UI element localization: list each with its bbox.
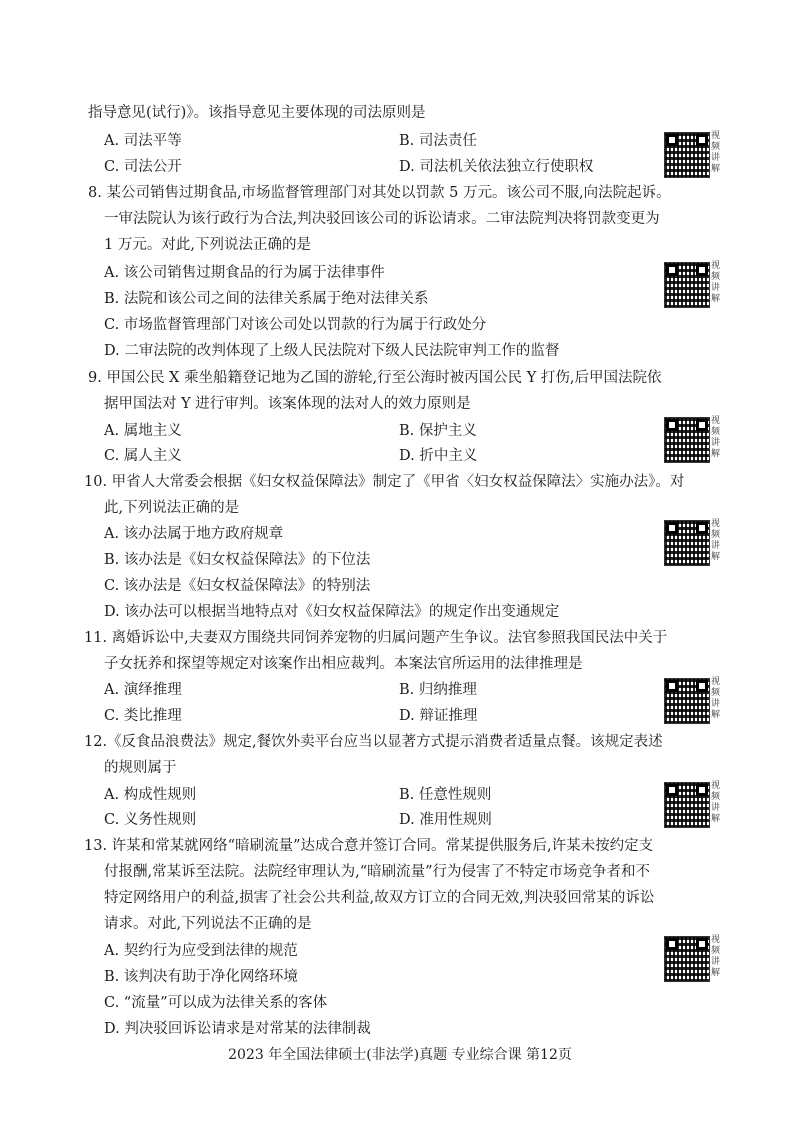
q7-option-b: B. 司法责任 xyxy=(399,133,477,149)
q9-stem-line-1: 9. 甲国公民 X 乘坐船籍登记地为乙国的游轮,行至公海时被丙国公民 Y 打伤,后甲国法院依 xyxy=(88,370,662,386)
q13-video-label: 视频讲解 xyxy=(711,935,721,978)
q11-stem-line-2: 子女抚养和探望等规定对该案作出相应裁判。本案法官所运用的法律推理是 xyxy=(104,656,583,672)
q10-option-c: C. 该办法是《妇女权益保障法》的特别法 xyxy=(104,578,371,594)
q9-option-d: D. 折中主义 xyxy=(399,448,478,464)
q7-stem-continuation: 指导意见(试行)》。该指导意见主要体现的司法原则是 xyxy=(88,105,426,121)
q8-stem-line-2: 一审法院认为该行政行为合法,判决驳回该公司的诉讼请求。二审法院判决将罚款变更为 xyxy=(104,211,660,227)
q10-stem-line-1: 10. 甲省人大常委会根据《妇女权益保障法》制定了《甲省〈妇女权益保障法〉实施办法》。对 xyxy=(84,474,685,490)
q12-video-qr-code[interactable] xyxy=(664,782,710,828)
q13-option-c: C. “流量”可以成为法律关系的客体 xyxy=(104,995,328,1011)
q8-option-c: C. 市场监督管理部门对该公司处以罚款的行为属于行政处分 xyxy=(104,317,487,333)
q12-stem-line-2: 的规则属于 xyxy=(104,760,177,776)
q11-stem-line-1: 11. 离婚诉讼中,夫妻双方围绕共同饲养宠物的归属问题产生争议。法官参照我国民法中关于 xyxy=(84,630,668,646)
q8-option-a: A. 该公司销售过期食品的行为属于法律事件 xyxy=(104,265,385,281)
q8-video-qr-code[interactable] xyxy=(664,262,710,308)
q9-video-qr-code[interactable] xyxy=(664,417,710,463)
q13-stem-line-1: 13. 许某和常某就网络“暗刷流量”达成合意并签订合同。常某提供服务后,许某未按约定支 xyxy=(84,838,654,854)
q11-option-d: D. 辩证推理 xyxy=(399,708,478,724)
q8-stem-line-3: 1 万元。对此,下列说法正确的是 xyxy=(104,237,311,253)
q9-stem-line-2: 据甲国法对 Y 进行审判。该案体现的法对人的效力原则是 xyxy=(104,396,471,412)
q11-video-label: 视频讲解 xyxy=(711,677,721,720)
q10-stem-line-2: 此,下列说法正确的是 xyxy=(104,500,240,516)
q12-option-c: C. 义务性规则 xyxy=(104,812,197,828)
q9-option-b: B. 保护主义 xyxy=(399,423,477,439)
q10-video-qr-code[interactable] xyxy=(664,520,710,566)
q7-video-label: 视频讲解 xyxy=(711,131,721,174)
q12-video-label: 视频讲解 xyxy=(711,781,721,824)
q7-option-a: A. 司法平等 xyxy=(104,133,182,149)
q9-option-a: A. 属地主义 xyxy=(104,423,182,439)
q9-option-c: C. 属人主义 xyxy=(104,448,182,464)
q13-option-d: D. 判决驳回诉讼请求是对常某的法律制裁 xyxy=(104,1021,371,1037)
q13-stem-line-2: 付报酬,常某诉至法院。法院经审理认为,“暗刷流量”行为侵害了不特定市场竞争者和不 xyxy=(104,864,651,880)
q10-option-b: B. 该办法是《妇女权益保障法》的下位法 xyxy=(104,552,371,568)
q11-video-qr-code[interactable] xyxy=(664,678,710,724)
q13-stem-line-4: 请求。对此,下列说法不正确的是 xyxy=(104,916,312,932)
q13-video-qr-code[interactable] xyxy=(664,936,710,982)
q11-option-a: A. 演绎推理 xyxy=(104,682,182,698)
q10-option-d: D. 该办法可以根据当地特点对《妇女权益保障法》的规定作出变通规定 xyxy=(104,604,560,620)
q13-stem-line-3: 特定网络用户的利益,损害了社会公共利益,故双方订立的合同无效,判决驳回常某的诉讼 xyxy=(104,890,655,906)
q7-option-d: D. 司法机关依法独立行使职权 xyxy=(399,159,594,175)
q13-option-a: A. 契约行为应受到法律的规范 xyxy=(104,943,298,959)
q12-option-a: A. 构成性规则 xyxy=(104,787,197,803)
q10-video-label: 视频讲解 xyxy=(711,519,721,562)
q8-option-b: B. 法院和该公司之间的法律关系属于绝对法律关系 xyxy=(104,291,429,307)
q11-option-c: C. 类比推理 xyxy=(104,708,182,724)
q8-option-d: D. 二审法院的改判体现了上级人民法院对下级人民法院审判工作的监督 xyxy=(104,343,560,359)
q7-option-c: C. 司法公开 xyxy=(104,159,182,175)
q12-option-d: D. 准用性规则 xyxy=(399,812,492,828)
q13-option-b: B. 该判决有助于净化网络环境 xyxy=(104,969,298,985)
q11-option-b: B. 归纳推理 xyxy=(399,682,477,698)
page-footer: 2023 年全国法律硕士(非法学)真题 专业综合课 第12页 xyxy=(228,1047,572,1063)
q8-stem-line-1: 8. 某公司销售过期食品,市场监督管理部门对其处以罚款 5 万元。该公司不服,向法院起诉。 xyxy=(88,185,671,201)
q12-stem-line-1: 12.《反食品浪费法》规定,餐饮外卖平台应当以显著方式提示消费者适量点餐。该规定表述 xyxy=(84,734,663,750)
q7-video-qr-code[interactable] xyxy=(664,132,710,178)
q8-video-label: 视频讲解 xyxy=(711,261,721,304)
q12-option-b: B. 任意性规则 xyxy=(399,787,492,803)
q10-option-a: A. 该办法属于地方政府规章 xyxy=(104,526,284,542)
q9-video-label: 视频讲解 xyxy=(711,416,721,459)
